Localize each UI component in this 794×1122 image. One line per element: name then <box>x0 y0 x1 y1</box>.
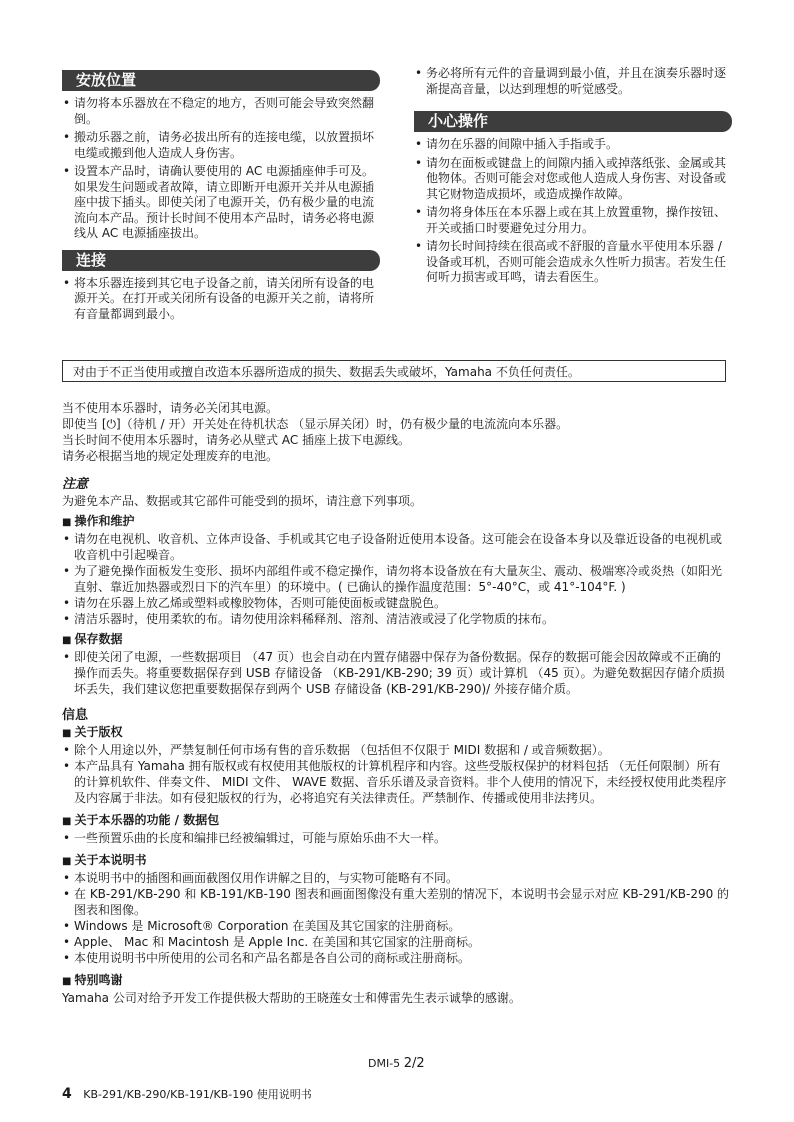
list-item: • 请勿在电视机、收音机、立体声设备、手机或其它电子设备附近使用本设备。这可能会在设备本身以及靠近设备的电视机或收音机中引起噪音。 <box>62 531 732 563</box>
liability-notice: 对由于不正当使用或擅自改造本乐器所造成的损失、数据丢失或破坏，Yamaha 不负任何责任。 <box>62 360 726 382</box>
list-item: • Apple、 Mac 和 Macintosh 是 Apple Inc. 在美国和其它国家的注册商标。 <box>62 934 732 950</box>
section-title-placement: 安放位置 <box>62 70 380 91</box>
list-item: • 除个人用途以外，严禁复制任何市场有售的音乐数据 （包括但不仅限于 MIDI 数据和 / 或音频数据）。 <box>62 742 732 758</box>
list-item: • 将本乐器连接到其它电子设备之前，请关闭所有设备的电源开关。在打开或关闭所有设备的电源开关之前，请将所有音量都调到最小。 <box>62 276 380 323</box>
list-item: • 本使用说明书中所使用的公司名和产品名都是各自公司的商标或注册商标。 <box>62 950 732 966</box>
info-title: 信息 <box>62 708 89 723</box>
page-id-code: DMI-5 <box>368 1057 401 1070</box>
list-item: • 本说明书中的插图和画面截图仅用作讲解之目的，与实物可能略有不同。 <box>62 870 732 886</box>
list-item: • 请勿在乐器上放乙烯或塑料或橡胶物体，否则可能使面板或键盘脱色。 <box>62 595 732 611</box>
footer <box>62 1086 312 1102</box>
thanks-title: ■ 特别鸣谢 <box>62 972 732 990</box>
save-data-title: ■ 保存数据 <box>62 631 732 649</box>
list-item: • 本产品具有 Yamaha 拥有版权或有权使用其他版权的计算机程序和内容。这些受版权保护的材料包括 （无任何限制）所有的计算机软件、伴奏文件、 MIDI 文件、 WAVE 数据、音乐乐谱及录音资料。非个人使用的情况下，未经授权使用此类程序及内容属于非法。如有侵犯版权的行为，必将追究有关法律责任。严禁制作、传播或使用非法拷贝。 <box>62 758 732 806</box>
notes-intro: 为避免本产品、数据或其它部件可能受到的损坏，请注意下列事项。 <box>62 494 423 508</box>
power-line: 当不使用本乐器时，请务必关闭其电源。 <box>62 401 279 415</box>
notes-title: 注意 <box>62 477 89 492</box>
operation-title: ■ 操作和维护 <box>62 513 732 531</box>
section-title-connection: 连接 <box>62 250 380 271</box>
list-item: • 请勿长时间持续在很高或不舒服的音量水平使用本乐器 / 设备或耳机，否则可能会造成永久性听力损害。若发生任何听力损害或耳鸣，请去看医生。 <box>414 239 732 286</box>
list-item: • 请勿将身体压在本乐器上或在其上放置重物，操作按钮、开关或插口时要避免过分用力。 <box>414 205 732 236</box>
list-item: • 搬动乐器之前，请务必拔出所有的连接电缆，以放置损坏电缆或搬到他人造成人身伤害。 <box>62 130 380 161</box>
main-content <box>62 400 732 1006</box>
manual-title: ■ 关于本说明书 <box>62 852 732 870</box>
list-item: • 为了避免操作面板发生变形、损坏内部组件或不稳定操作，请勿将本设备放在有大量灰尘、震动、极端寒冷或炎热（如阳光直射、靠近加热器或烈日下的汽车里）的环境中。( 已确认的操作温度范围：5°-40°C，或 41°-104°F. ) <box>62 563 732 595</box>
list-item: • 请勿在面板或键盘上的间隙内插入或掉落纸张、金属或其他物体。否则可能会对您或他人造成人身伤害、对设备或其它财物造成损坏，或造成操作故障。 <box>414 156 732 203</box>
power-line: 当长时间不使用本乐器时，请务必从壁式 AC 插座上拔下电源线。 <box>62 433 411 447</box>
copyright-title: ■ 关于版权 <box>62 724 732 742</box>
list-item: • 清洁乐器时，使用柔软的布。请勿使用涂料稀释剂、溶剂、清洁液或浸了化学物质的抹布。 <box>62 611 732 627</box>
thanks-text: Yamaha 公司对给予开发工作提供极大帮助的王晓莲女士和傅雷先生表示诚挚的感谢。 <box>62 991 521 1005</box>
page-identifier <box>368 1056 425 1071</box>
functions-title: ■ 关于本乐器的功能 / 数据包 <box>62 812 732 830</box>
list-item: • 务必将所有元件的音量调到最小值，并且在演奏乐器时逐渐提高音量，以达到理想的听觉感受。 <box>414 66 732 97</box>
list-item: • Windows 是 Microsoft® Corporation 在美国及其它国家的注册商标。 <box>62 918 732 934</box>
page-number: 4 <box>62 1086 72 1102</box>
list-item: • 设置本产品时，请确认要使用的 AC 电源插座伸手可及。如果发生问题或者故障，请立即断开电源开关并从电源插座中拔下插头。即使关闭了电源开关，仍有极少量的电流流向本产品。预计长时间不使用本产品时，请务必将电源线从 AC 电源插座拔出。 <box>62 164 380 242</box>
list-item: • 请勿在乐器的间隙中插入手指或手。 <box>414 137 732 153</box>
footer-text: KB-291/KB-290/KB-191/KB-190 使用说明书 <box>83 1088 312 1101</box>
left-column <box>62 70 380 325</box>
list-item: • 即使关闭了电源，一些数据项目 （47 页）也会自动在内置存储器中保存为备份数据。保存的数据可能会因故障或不正确的操作而丢失。将重要数据保存到 USB 存储设备 （KB-291/KB-290; 39 页）或计算机 （45 页）。为避免数据因存储介质损坏丢失，我们建议您把重要数据保存到两个 USB 存储设备 (KB-291/KB-290)/ 外接存储介质。 <box>62 649 732 697</box>
right-column <box>414 66 732 289</box>
list-item: • 请勿将本乐器放在不稳定的地方，否则可能会导致突然翻倒。 <box>62 96 380 127</box>
power-line: 即使当 [⏻]（待机 / 开）开关处在待机状态 （显示屏关闭）时，仍有极少量的电流流向本乐器。 <box>62 417 569 431</box>
section-title-handling: 小心操作 <box>414 111 732 132</box>
list-item: • 在 KB-291/KB-290 和 KB-191/KB-190 图表和画面图像没有重大差别的情况下，本说明书会显示对应 KB-291/KB-290 的图表和图像。 <box>62 886 732 918</box>
list-item: • 一些预置乐曲的长度和编排已经被编辑过，可能与原始乐曲不大一样。 <box>62 830 732 846</box>
power-line: 请务必根据当地的规定处理废弃的电池。 <box>62 449 279 463</box>
page-id-fraction: 2/2 <box>403 1056 425 1071</box>
